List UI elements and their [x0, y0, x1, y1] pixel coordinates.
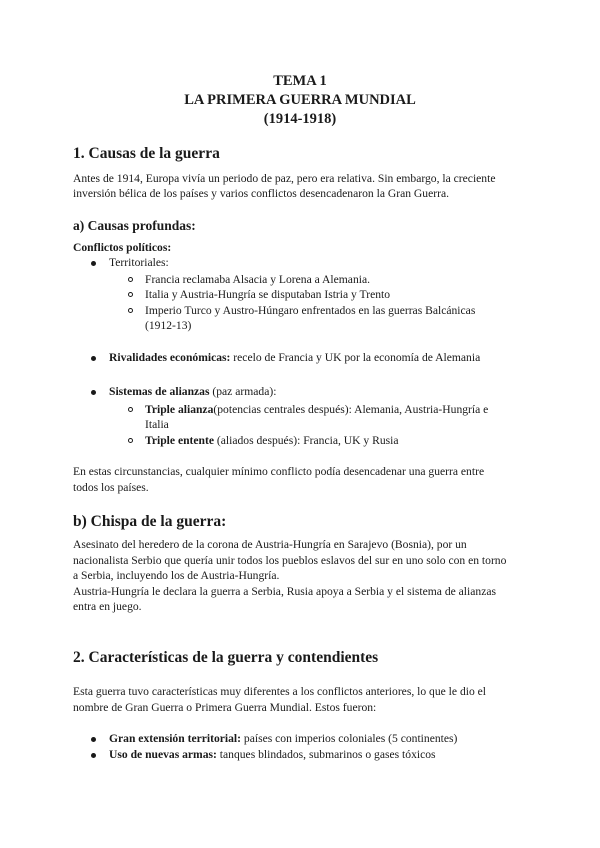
conclusion-line2: todos los países. — [73, 481, 149, 494]
rivalidades-item: Rivalidades económicas: recelo de Francia y UK por la economía de Alemania — [109, 351, 481, 364]
doc-title-line2: LA PRIMERA GUERRA MUNDIAL — [184, 92, 416, 108]
section1-heading: 1. Causas de la guerra — [73, 145, 220, 162]
subsection-a-heading: a) Causas profundas: — [73, 218, 196, 233]
alianzas-item: Sistemas de alianzas (paz armada): — [109, 385, 277, 398]
chispa-line2: nacionalista Serbio que quería unir todos los pueblos eslavos del sur en uno solo con en torno — [73, 554, 507, 567]
subsection-b-heading: b) Chispa de la guerra: — [73, 513, 227, 530]
terr-item-1: Francia reclamaba Alsacia y Lorena a Alemania. — [145, 273, 371, 286]
triple-alianza-item: Triple alianza(potencias centrales después): Alemania, Austria-Hungría e — [145, 403, 489, 416]
bullet-ring-icon — [128, 277, 133, 282]
bullet-ring-icon — [128, 407, 133, 412]
bullet-ring-icon — [128, 308, 133, 313]
section2-intro-line1: Esta guerra tuvo características muy diferentes a los conflictos anteriores, lo que le dio el — [73, 685, 487, 698]
doc-title-line3: (1914-1918) — [263, 111, 337, 127]
section1-intro-line1: Antes de 1914, Europa vivía un periodo de paz, pero era relativa. Sin embargo, la creciente — [73, 172, 496, 185]
caracteristica-item-1: Gran extensión territorial: países con imperios coloniales (5 continentes) — [109, 732, 458, 745]
bullet-ring-icon — [128, 438, 133, 443]
conclusion-line1: En estas circunstancias, cualquier mínimo conflicto podía desencadenar una guerra entre — [73, 465, 485, 478]
chispa-line5: entra en juego. — [73, 600, 142, 613]
section2-heading: 2. Características de la guerra y contendientes — [73, 649, 379, 666]
terr-item-3: Imperio Turco y Austro-Húngaro enfrentados en las guerras Balcánicas — [145, 304, 476, 317]
caracteristica-item-2: Uso de nuevas armas: tanques blindados, submarinos o gases tóxicos — [109, 748, 436, 761]
chispa-line3: a Serbia, incluyendo los de Austria-Hungría. — [73, 569, 280, 582]
terr-item-2: Italia y Austria-Hungría se disputaban Istria y Trento — [145, 288, 391, 301]
section1-intro-line2: inversión bélica de los países y varios conflictos desencadenaron la Gran Guerra. — [73, 187, 450, 200]
bullet-dot-icon — [91, 390, 96, 395]
bullet-dot-icon — [91, 261, 96, 266]
chispa-line1: Asesinato del heredero de la corona de Austria-Hungría en Sarajevo (Bosnia), por un — [73, 538, 467, 551]
doc-title-line1: TEMA 1 — [273, 73, 327, 89]
bullet-dot-icon — [91, 753, 96, 758]
conflictos-politicos-label: Conflictos políticos: — [73, 241, 172, 254]
territoriales-label: Territoriales: — [109, 256, 169, 269]
bullet-ring-icon — [128, 292, 133, 297]
triple-alianza-item-cont: Italia — [145, 418, 169, 431]
chispa-line4: Austria-Hungría le declara la guerra a Serbia, Rusia apoya a Serbia y el sistema de alianzas — [73, 585, 496, 598]
triple-entente-item: Triple entente (aliados después): Francia, UK y Rusia — [145, 434, 399, 447]
bullet-dot-icon — [91, 356, 96, 361]
terr-item-3-cont: (1912-13) — [145, 319, 192, 332]
section2-intro-line2: nombre de Gran Guerra o Primera Guerra Mundial. Estos fueron: — [73, 701, 377, 714]
bullet-dot-icon — [91, 737, 96, 742]
